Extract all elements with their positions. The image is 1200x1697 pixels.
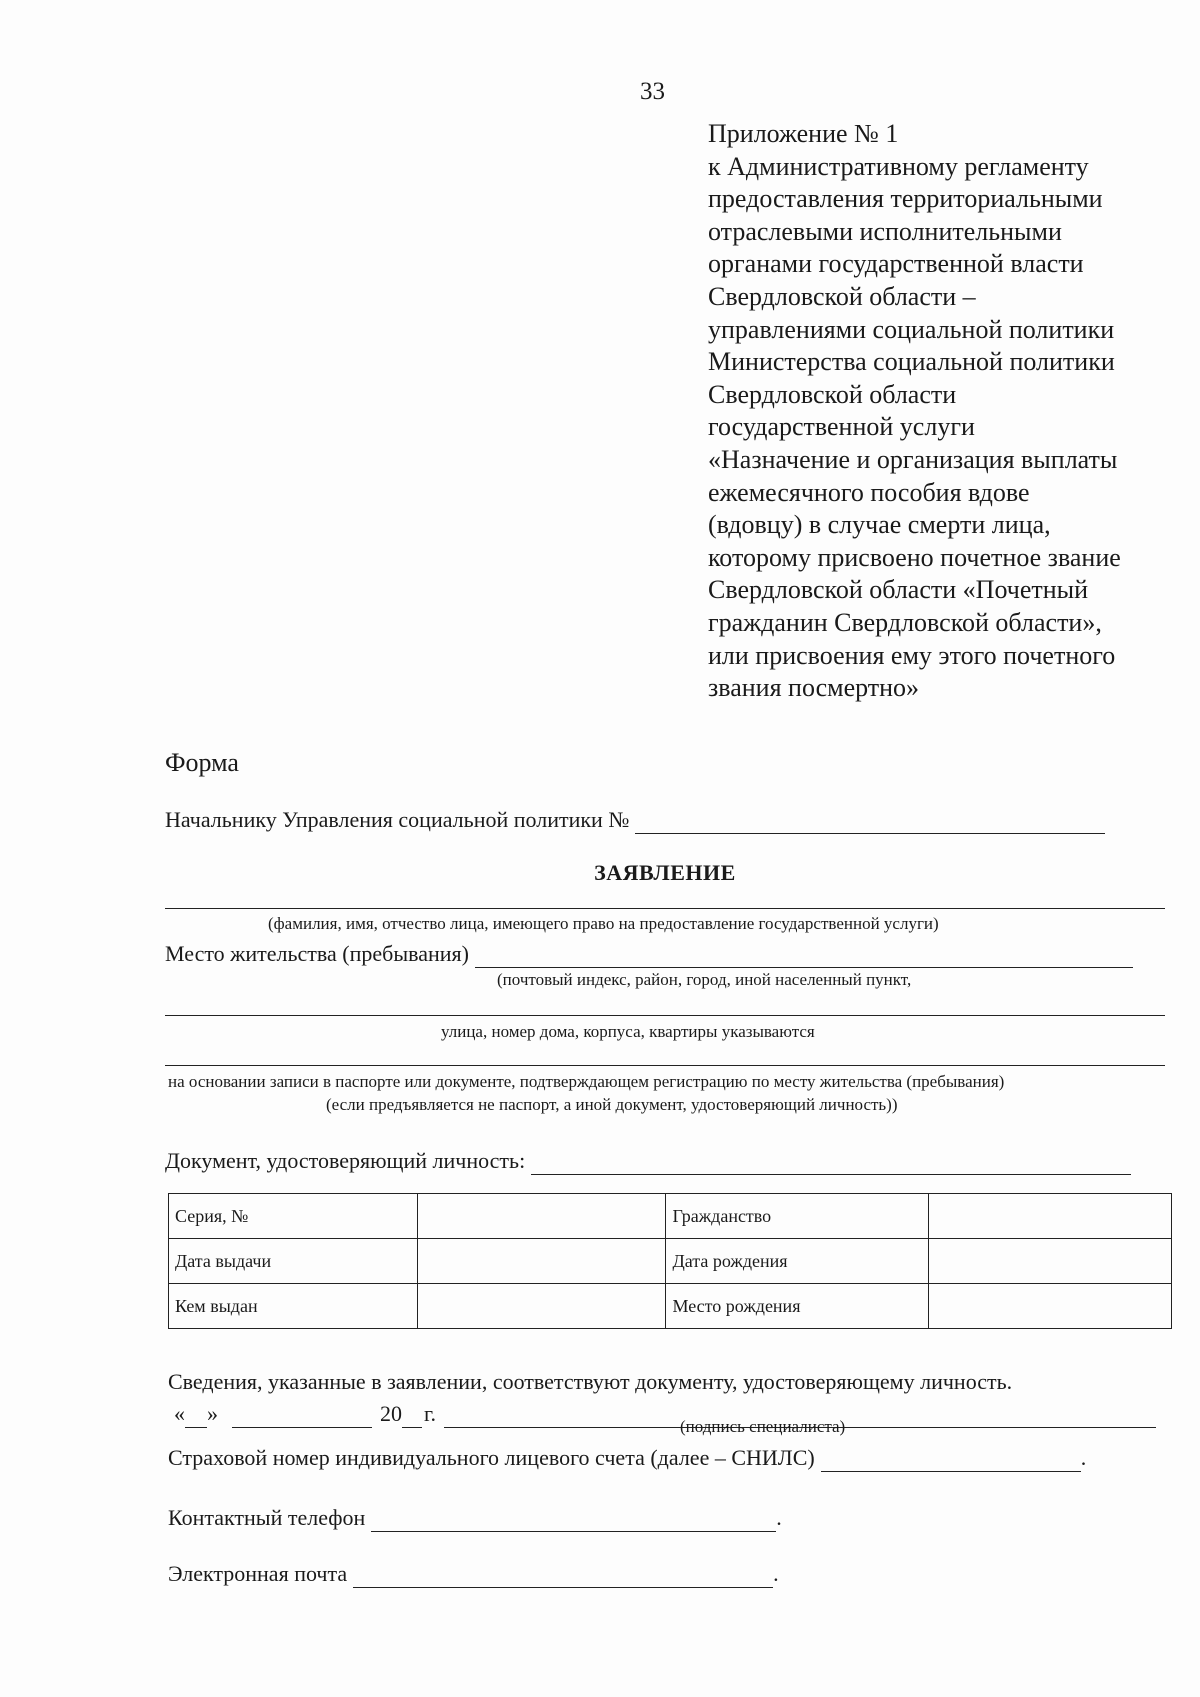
full-name-field[interactable] bbox=[165, 908, 1165, 909]
birth-place-label: Место рождения bbox=[666, 1284, 929, 1329]
issue-date-cell[interactable] bbox=[417, 1239, 666, 1284]
date-close-quote: » bbox=[207, 1401, 218, 1426]
appendix-line: Свердловской области «Почетный bbox=[708, 575, 1089, 605]
email-label: Электронная почта bbox=[168, 1561, 348, 1586]
form-label: Форма bbox=[165, 748, 239, 777]
issue-date-label: Дата выдачи bbox=[169, 1239, 418, 1284]
residence-label: Место жительства (пребывания) bbox=[165, 941, 469, 966]
citizenship-label: Гражданство bbox=[666, 1194, 929, 1239]
appendix-line: государственной услуги bbox=[708, 412, 975, 442]
phone-row bbox=[168, 1504, 782, 1532]
birth-place-cell[interactable] bbox=[929, 1284, 1172, 1329]
verification-text: Сведения, указанные в заявлении, соответствуют документу, удостоверяющему личность. bbox=[168, 1369, 1013, 1394]
signature-caption: (подпись специалиста) bbox=[680, 1417, 846, 1436]
email-dot: . bbox=[773, 1561, 779, 1586]
phone-field[interactable] bbox=[371, 1511, 776, 1532]
id-document-table bbox=[168, 1193, 1172, 1329]
snils-label: Страховой номер индивидуального лицевого счета (далее – СНИЛС) bbox=[168, 1445, 815, 1470]
basis-caption-2: (если предъявляется не паспорт, а иной документ, удостоверяющий личность)) bbox=[326, 1095, 898, 1114]
addressee-row bbox=[165, 806, 1105, 834]
table-row bbox=[169, 1239, 1172, 1284]
residence-field[interactable] bbox=[475, 947, 1133, 968]
id-document-row bbox=[165, 1147, 1131, 1175]
citizenship-cell[interactable] bbox=[929, 1194, 1172, 1239]
month-field[interactable] bbox=[232, 1407, 372, 1428]
date-open-quote: « bbox=[174, 1401, 185, 1426]
year-prefix: 20 bbox=[380, 1401, 402, 1426]
date-signature-row bbox=[174, 1400, 1156, 1428]
full-name-caption: (фамилия, имя, отчество лица, имеющего право на предоставление государственной услуги) bbox=[268, 914, 939, 933]
appendix-line: управлениями социальной политики bbox=[708, 314, 1115, 344]
appendix-line: звания посмертно» bbox=[708, 673, 920, 703]
appendix-line: которому присвоено почетное звание bbox=[708, 542, 1121, 572]
residence-field-3[interactable] bbox=[165, 1065, 1165, 1066]
birth-date-cell[interactable] bbox=[929, 1239, 1172, 1284]
page-number: 33 bbox=[640, 78, 665, 105]
id-document-label: Документ, удостоверяющий личность: bbox=[165, 1148, 526, 1173]
verification-row bbox=[168, 1368, 1012, 1396]
id-document-field[interactable] bbox=[531, 1154, 1131, 1175]
appendix-line: Министерства социальной политики bbox=[708, 347, 1115, 377]
appendix-line: к Административному регламенту bbox=[708, 151, 1089, 181]
appendix-line: ежемесячного пособия вдове bbox=[708, 477, 1030, 507]
table-row bbox=[169, 1194, 1172, 1239]
snils-row bbox=[168, 1444, 1086, 1472]
series-number-cell[interactable] bbox=[417, 1194, 666, 1239]
snils-field[interactable] bbox=[821, 1451, 1081, 1472]
birth-date-label: Дата рождения bbox=[666, 1239, 929, 1284]
appendix-header bbox=[708, 118, 1178, 705]
basis-caption: на основании записи в паспорте или документе, подтверждающем регистрацию по месту жительства (пребывания) bbox=[168, 1072, 1005, 1091]
street-caption: улица, номер дома, корпуса, квартиры указываются bbox=[441, 1022, 815, 1041]
appendix-line: гражданин Свердловской области», bbox=[708, 607, 1102, 637]
day-field[interactable] bbox=[185, 1407, 207, 1428]
appendix-line: органами государственной власти bbox=[708, 249, 1084, 279]
snils-dot: . bbox=[1080, 1445, 1087, 1470]
phone-label: Контактный телефон bbox=[168, 1505, 366, 1530]
appendix-line: Свердловской области – bbox=[708, 281, 976, 311]
appendix-line: отраслевыми исполнительными bbox=[708, 216, 1062, 246]
issued-by-label: Кем выдан bbox=[169, 1284, 418, 1329]
email-row bbox=[168, 1560, 779, 1588]
appendix-line: Приложение № 1 bbox=[708, 119, 899, 148]
addressee-label: Начальнику Управления социальной политики № bbox=[165, 807, 630, 832]
email-field[interactable] bbox=[353, 1567, 773, 1588]
phone-dot: . bbox=[776, 1505, 782, 1530]
year-field[interactable] bbox=[402, 1407, 422, 1428]
appendix-line: (вдовцу) в случае смерти лица, bbox=[708, 510, 1051, 540]
residence-row bbox=[165, 940, 1133, 968]
document-title: ЗАЯВЛЕНИЕ bbox=[594, 860, 736, 885]
appendix-line: Свердловской области bbox=[708, 379, 957, 409]
appendix-line: или присвоения ему этого почетного bbox=[708, 640, 1116, 670]
postal-caption: (почтовый индекс, район, город, иной населенный пункт, bbox=[497, 970, 912, 989]
appendix-line: «Назначение и организация выплаты bbox=[708, 444, 1118, 474]
issued-by-cell[interactable] bbox=[417, 1284, 666, 1329]
appendix-line: предоставления территориальными bbox=[708, 184, 1103, 214]
department-number-field[interactable] bbox=[635, 813, 1105, 834]
series-number-label: Серия, № bbox=[169, 1194, 418, 1239]
residence-field-2[interactable] bbox=[165, 1015, 1165, 1016]
table-row bbox=[169, 1284, 1172, 1329]
year-suffix: г. bbox=[424, 1401, 437, 1426]
